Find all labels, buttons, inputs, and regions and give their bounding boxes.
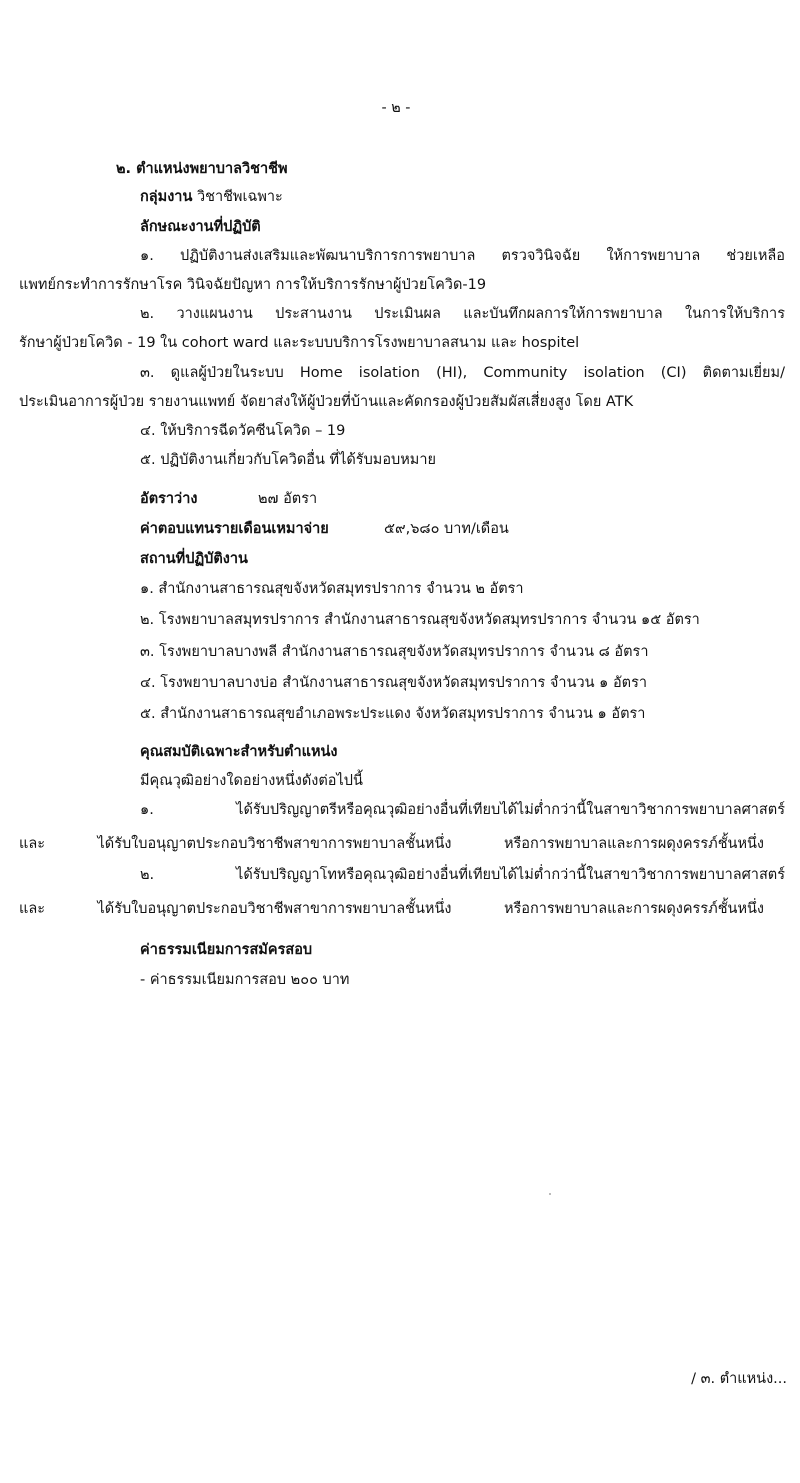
qualification-2-line-1: ๒. ได้รับปริญญาโทหรือคุณวุฒิอย่างอื่นที่เทียบได้ไม่ต่ำกว่านี้ในสาขาวิชาการพยาบาลศาสตร์ (140, 867, 785, 883)
page-number: - ๒ - (381, 100, 411, 116)
work-group-line (140, 186, 283, 208)
duties-heading: ลักษณะงานที่ปฏิบัติ (140, 219, 261, 235)
qualifications-heading: คุณสมบัติเฉพาะสำหรับตำแหน่ง (140, 744, 338, 760)
workplace-heading: สถานที่ปฏิบัติงาน (140, 551, 248, 567)
qualifications-intro: มีคุณวุฒิอย่างใดอย่างหนึ่งดังต่อไปนี้ (140, 773, 363, 789)
duty-2-line-2: รักษาผู้ป่วยโควิด - 19 ใน cohort ward และระบบบริการโรงพยาบาลสนาม และ hospitel (19, 335, 580, 351)
fee-item: - ค่าธรรมเนียมการสอบ ๒๐๐ บาท (140, 972, 350, 988)
qualification-1-line-2: และ ได้รับใบอนุญาตประกอบวิชาชีพสาขาการพยาบาลชั้นหนึ่ง หรือการพยาบาลและการผดุงครรภ์ชั้นหนึ่ง (19, 836, 764, 852)
qualification-2-line-2: และ ได้รับใบอนุญาตประกอบวิชาชีพสาขาการพยาบาลชั้นหนึ่ง หรือการพยาบาลและการผดุงครรภ์ชั้นหนึ่ง (19, 901, 764, 917)
duty-4: ๔. ให้บริการฉีดวัคซีนโควิด – 19 (140, 423, 346, 439)
work-group-value: วิชาชีพเฉพาะ (196, 189, 283, 205)
workplace-item: ๕. สำนักงานสาธารณสุขอำเภอพระประแดง จังหวัดสมุทรปราการ จำนวน ๑ อัตรา (140, 706, 646, 722)
workplace-item: ๔. โรงพยาบาลบางบ่อ สำนักงานสาธารณสุขจังหวัดสมุทรปราการ จำนวน ๑ อัตรา (140, 675, 648, 691)
vacancy-line (140, 488, 197, 510)
salary-value: ๕๙,๖๘๐ บาท/เดือน (384, 521, 509, 537)
salary-label: ค่าตอบแทนรายเดือนเหมาจ่าย (140, 521, 329, 537)
fee-heading: ค่าธรรมเนียมการสมัครสอบ (140, 942, 313, 958)
duty-3-line-2: ประเมินอาการผู้ป่วย รายงานแพทย์ จัดยาส่งให้ผู้ป่วยที่บ้านและคัดกรองผู้ป่วยสัมผัสเสี่ยงสูง โดย ATK (19, 394, 634, 410)
duty-5: ๕. ปฏิบัติงานเกี่ยวกับโควิดอื่น ที่ได้รับมอบหมาย (140, 452, 437, 468)
workplace-item: ๒. โรงพยาบาลสมุทรปราการ สำนักงานสาธารณสุขจังหวัดสมุทรปราการ จำนวน ๑๕ อัตรา (140, 612, 700, 628)
qualification-1-line-1: ๑. ได้รับปริญญาตรีหรือคุณวุฒิอย่างอื่นที่เทียบได้ไม่ต่ำกว่านี้ในสาขาวิชาการพยาบาลศาสตร์ (140, 802, 785, 818)
vacancy-label: อัตราว่าง (140, 491, 198, 507)
vacancy-value: ๒๗ อัตรา (258, 491, 318, 507)
workplace-item: ๑. สำนักงานสาธารณสุขจังหวัดสมุทรปราการ จำนวน ๒ อัตรา (140, 581, 524, 597)
duty-1-line-2: แพทย์กระทำการรักษาโรค วินิจฉัยปัญหา การให้บริการรักษาผู้ป่วยโควิด-19 (19, 277, 487, 293)
duty-1-line-1: ๑. ปฏิบัติงานส่งเสริมและพัฒนาบริการการพยาบาล ตรวจวินิจฉัย ให้การพยาบาล ช่วยเหลือ (140, 248, 785, 264)
workplace-item: ๓. โรงพยาบาลบางพลี สำนักงานสาธารณสุขจังหวัดสมุทรปราการ จำนวน ๘ อัตรา (140, 644, 649, 660)
duty-2-line-1: ๒. วางแผนงาน ประสานงาน ประเมินผล และบันทึกผลการให้การพยาบาล ในการให้บริการ (140, 306, 785, 322)
scan-speck (549, 1193, 551, 1195)
continuation-note: / ๓. ตำแหน่ง... (691, 1371, 787, 1387)
work-group-label: กลุ่มงาน (140, 189, 193, 205)
duty-3-line-1: ๓. ดูแลผู้ป่วยในระบบ Home isolation (HI), Community isolation (CI) ติดตามเยี่ยม/ (140, 365, 785, 381)
position-heading: ๒. ตำแหน่งพยาบาลวิชาชีพ (116, 161, 288, 177)
